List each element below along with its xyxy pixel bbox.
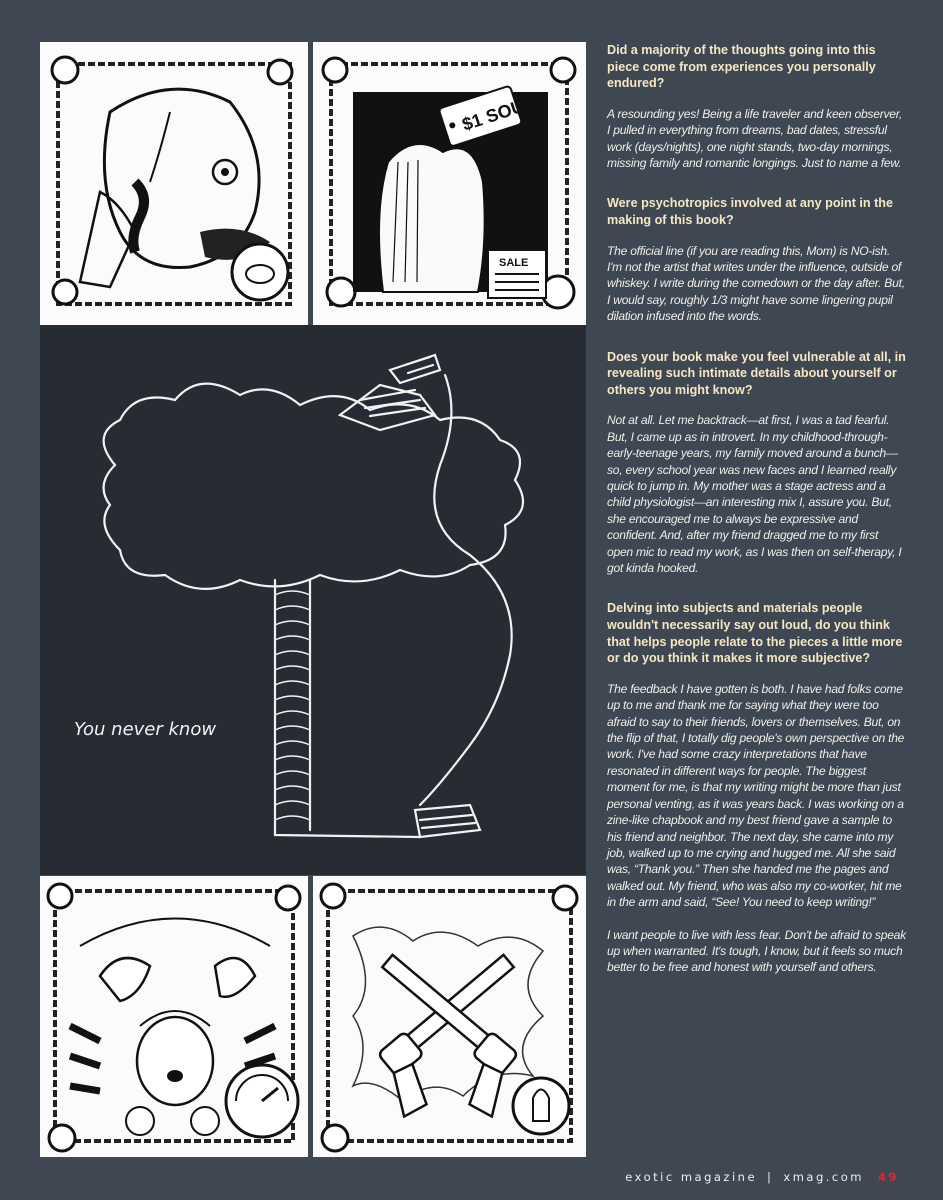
interview-question: Delving into subjects and materials people wouldn't necessarily say out loud, do you think that helps people relate to the pieces a little more or do you think it makes it more subjective?: [607, 601, 903, 666]
illustration-price-tag: [313, 42, 586, 325]
answer-paragraph: I want people to live with less fear. Don't be afraid to speak up when warranted. It's tough, I know, but it feels so much better to be free and honest with yourself and others.: [607, 927, 906, 975]
answer-paragraph: The feedback I have gotten is both. I have had folks come up to me and thank me for saying what they were too afraid to say to their friends, lovers or themselves. But, on the flip of that, I totally dig people's own perspective on the work. I've had some crazy interpretations that have resonated in different ways for people. The biggest moment for me, is that my writing might be more than just personal venting, as it was years back. I was working on a zine-like chapbook and my best friend gave a sample to his friend and neighbor. The next day, she came into my job, walked up to me crying and hugged me. All she said was, “Thank you.” Then she handed me the pages and walked out. My friend, who was also my co-worker, hit me in the arm and said, “See! You need to keep writing!”: [607, 681, 905, 910]
answer-paragraph: The official line (if you are reading this, Mom) is NO-ish. I'm not the artist that writes under the influence, outside of whiskey. I write during the comedown or the day after. But, I would say, roughly 1/3 might have some lingering pupil dilation infused into the words.: [607, 243, 905, 324]
qa-block: [607, 42, 907, 171]
interview-question: Were psychotropics involved at any point in the making of this book?: [607, 196, 893, 227]
cloud-typewriter-drawing: [40, 325, 586, 875]
interview-answer: [607, 106, 907, 172]
bleeding-face-drawing: [40, 42, 308, 325]
answer-paragraph: A resounding yes! Being a life traveler and keen observer, I pulled in everything from dreams, bad dates, stressful work (days/nights), one night stands, two-day mornings, missing family and romantic longings. Just to name a few.: [607, 106, 902, 170]
illustration-revolvers: [313, 876, 586, 1157]
page-footer: [625, 1170, 899, 1184]
speedometer-figure-drawing: [40, 876, 308, 1157]
qa-block: [607, 600, 907, 975]
interview-answer: [607, 243, 907, 325]
interview-answer: [607, 412, 907, 576]
site-link[interactable]: xmag.com: [783, 1170, 864, 1184]
sale-sign-text: SALE: [499, 257, 529, 269]
illustration-speedometer-figure: [40, 876, 308, 1157]
qa-block: [607, 195, 907, 324]
qa-block: [607, 349, 907, 577]
illustration-bleeding-face: [40, 42, 308, 325]
footer-separator: |: [767, 1170, 774, 1184]
interview-article: [607, 42, 907, 1000]
price-tag-text: $1 SOUL: [459, 92, 538, 135]
revolvers-drawing: [313, 876, 586, 1157]
interview-question: Does your book make you feel vulnerable at all, in revealing such intimate details about yourself or others you might know?: [607, 349, 906, 397]
interview-question: Did a majority of the thoughts going into this piece come from experiences you personally endured?: [607, 43, 876, 91]
page-number: 49: [877, 1170, 899, 1184]
magazine-name: exotic magazine: [625, 1170, 758, 1184]
interview-answer: [607, 681, 907, 976]
price-tag-drawing: [313, 42, 586, 325]
illustration-cloud-typewriter: [40, 325, 586, 875]
answer-paragraph: Not at all. Let me backtrack—at first, I was a tad fearful. But, I came up as in introvert. In my childhood-through-early-teenage years, my family moved around a bunch—so, every school year was new faces and I learned really quick to jump in. My mother was a stage actress and a child physiologist—an interesting mix I, assure you. But, she encouraged me to always be expressive and confident. And, after my friend dragged me to my first open mic to read my work, as I was then on self-therapy, I got kinda hooked.: [607, 413, 902, 576]
illustration-caption: You never know: [74, 719, 217, 740]
